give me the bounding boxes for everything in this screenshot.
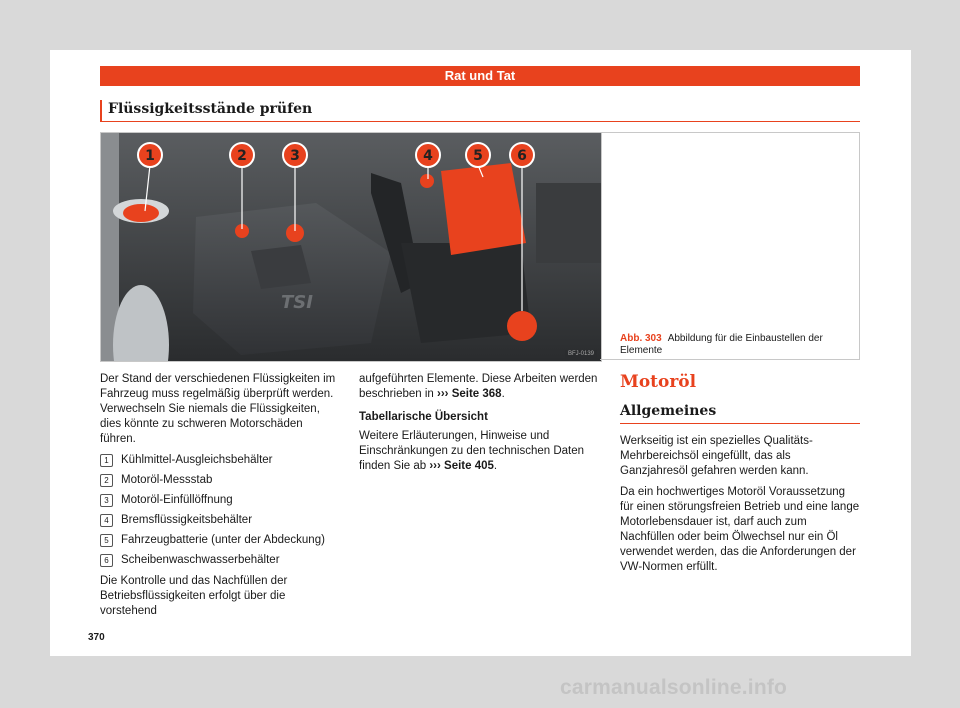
list-item <box>100 453 340 468</box>
figure-number: Abb. 303 <box>620 333 662 344</box>
item-label: Motoröl-Messstab <box>121 474 213 486</box>
paragraph-2: Weitere Erläuterungen, Hinweise und Einschränkungen zu den technischen Daten finden Sie ab ››› Seite 405. <box>359 430 585 472</box>
intro-paragraph: Der Stand der verschiedenen Flüssigkeiten im Fahrzeug muss regelmäßig überprüft werden. Verwechseln Sie niemals die Flüssigkeiten, dies könnte zu schweren Motorschäden führen. <box>100 373 336 445</box>
paragraph-2: Da ein hochwertiges Motoröl Voraussetzung für einen störungsfreien Betrieb und eine lange Motorlebensdauer ist, darf auch zum Nachfüllen oder beim Ölwechsel nur ein Öl verwendet werden, das die Anforderungen der VW-Normen erfüllt. <box>620 486 860 573</box>
outro-paragraph: Die Kontrolle und das Nachfüllen der Betriebsflüssigkeiten erfolgt über die vorstehend <box>100 575 288 617</box>
item-label: Bremsflüssigkeitsbehälter <box>121 514 253 526</box>
page-ref-405[interactable]: ››› Seite 405 <box>429 460 494 472</box>
callout-5 <box>466 143 490 167</box>
section-title: Flüssigkeitsstände prüfen <box>100 100 860 122</box>
item-number: 3 <box>100 494 113 507</box>
paragraph-1: Werkseitig ist ein spezielles Qualitäts-Mehrbereichsöl eingefüllt, das als Ganzjahresöl gefahren werden kann. <box>620 435 813 477</box>
paragraph-1-text: aufgeführten Elemente. Diese Arbeiten werden beschrieben in <box>359 373 598 400</box>
figure-id: BFJ-0139 <box>565 350 597 358</box>
list-item <box>100 513 340 528</box>
item-number: 1 <box>100 454 113 467</box>
item-label: Motoröl-Einfüllöffnung <box>121 494 233 506</box>
component-list <box>100 453 340 568</box>
item-label: Fahrzeugbatterie (unter der Abdeckung) <box>121 534 325 546</box>
callout-6 <box>510 143 534 167</box>
engine-logo-text: TSI <box>281 292 313 313</box>
engine-figure <box>100 132 602 362</box>
figure-caption <box>620 333 852 357</box>
paragraph-1: aufgeführten Elemente. Diese Arbeiten werden beschrieben in ››› Seite 368. <box>359 373 598 400</box>
engine-illustration <box>101 133 601 361</box>
figure-caption-text: Abbildung für die Einbaustellen der Elemente <box>620 333 823 356</box>
watermark: carmanualsonline.info <box>560 676 788 699</box>
item-number: 4 <box>100 514 113 527</box>
subheading-overview: Tabellarische Übersicht <box>359 411 488 423</box>
subheading-allgemeines: Allgemeines <box>620 404 860 424</box>
callout-label-2: 2 <box>237 148 247 164</box>
callout-3 <box>283 143 307 167</box>
callout-label-4: 4 <box>423 148 433 164</box>
callout-label-1: 1 <box>145 148 155 164</box>
list-item <box>100 473 340 488</box>
page-ref-368[interactable]: ››› Seite 368 <box>437 388 502 400</box>
paragraph-2-text: Weitere Erläuterungen, Hinweise und Einschränkungen zu den technischen Daten finden Sie ab <box>359 430 585 472</box>
callout-1 <box>138 143 162 167</box>
callout-label-5: 5 <box>473 148 483 164</box>
list-item <box>100 553 340 568</box>
header-band: Rat und Tat <box>100 66 860 86</box>
column-1 <box>100 372 340 625</box>
callout-4 <box>416 143 440 167</box>
list-item <box>100 493 340 508</box>
heading-motoroel: Motoröl <box>620 372 697 392</box>
column-3 <box>620 372 860 581</box>
item-label: Scheibenwaschwasserbehälter <box>121 554 280 566</box>
item-label: Kühlmittel-Ausgleichsbehälter <box>121 454 273 466</box>
callout-label-6: 6 <box>517 148 527 164</box>
callout-2 <box>230 143 254 167</box>
item-number: 6 <box>100 554 113 567</box>
item-number: 2 <box>100 474 113 487</box>
item-number: 5 <box>100 534 113 547</box>
caption-box <box>600 132 860 360</box>
column-2 <box>359 372 599 480</box>
page-number: 370 <box>88 632 105 643</box>
callout-label-3: 3 <box>290 148 300 164</box>
list-item <box>100 533 340 548</box>
